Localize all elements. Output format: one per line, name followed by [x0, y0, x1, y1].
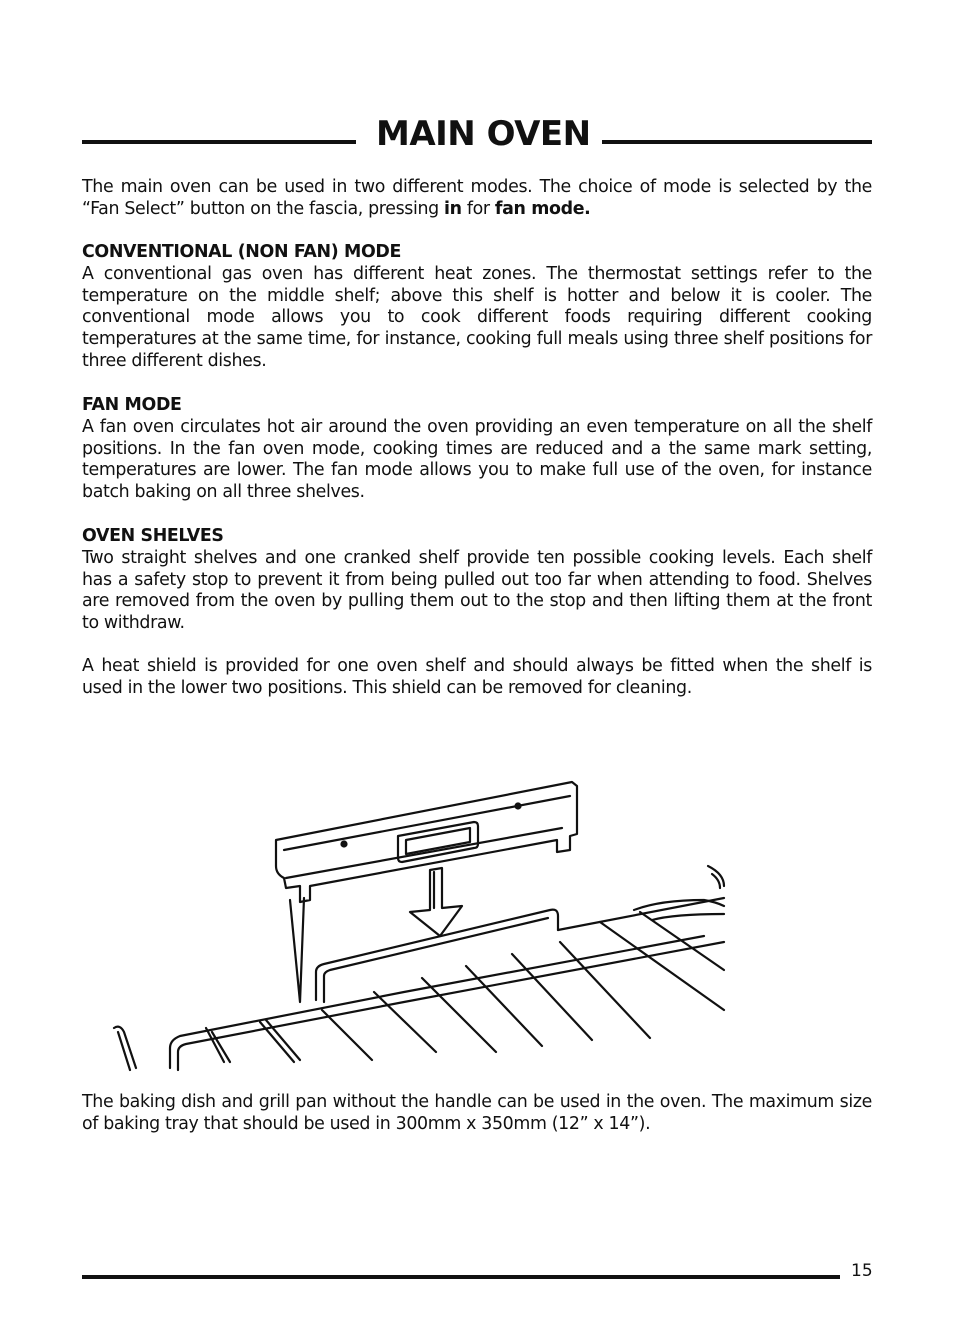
oven-shelves-heading: OVEN SHELVES [82, 526, 224, 546]
conventional-body: A conventional gas oven has different heat zones. The thermostat settings refer to the temperature on the middle shelf; above this shelf is hotter and below it is cooler. The conventional mode allows you to cook different foods requiring different cooking temperatures at the same time, for instance, cooking full meals using three shelf positions for three different dishes. [82, 263, 872, 371]
heat-shield-illustration [104, 770, 734, 1080]
oven-shelves-body: Two straight shelves and one cranked shelf provide ten possible cooking levels. Each shelf has a safety stop to prevent it from being pulled out too far when attending to food. Shelves are removed from the oven by pulling them out to the stop and then lifting them at the front to withdraw. [82, 547, 872, 634]
intro-bold-fan-mode: fan mode. [494, 198, 591, 219]
conventional-heading: CONVENTIONAL (NON FAN) MODE [82, 242, 402, 262]
page-number: 15 [851, 1261, 873, 1281]
oven-shelf-rack [114, 866, 724, 1070]
heat-shield-body: A heat shield is provided for one oven shelf and should always be fitted when the shelf is used in the lower two positions. This shield can be removed for cleaning. [82, 656, 872, 698]
page-title: MAIN OVEN [376, 114, 591, 154]
fan-mode-heading: FAN MODE [82, 395, 182, 415]
down-arrow-icon [410, 868, 462, 936]
fan-mode-body: A fan oven circulates hot air around the oven providing an even temperature on all the shelf positions. In the fan oven mode, cooking times are reduced and a the same mark setting, temperatures are lower. The fan mode allows you to make full use of the oven, for instance batch baking on all three shelves. [82, 416, 872, 503]
intro-text-for: for [461, 198, 495, 219]
conventional-section [82, 242, 872, 373]
title-rule-left [82, 140, 356, 144]
intro-paragraph [82, 177, 872, 221]
footer-rule [82, 1275, 840, 1279]
intro-bold-in: in [444, 198, 462, 219]
oven-shelves-section [82, 526, 872, 635]
heat-shield-section [82, 656, 872, 700]
baking-section [82, 1092, 872, 1136]
title-rule-right [602, 140, 872, 144]
intro-text: The main oven can be used in two different modes. The choice of mode is selected by the “Fan Select” button on the fascia, pressing [82, 177, 872, 219]
baking-body: The baking dish and grill pan without the handle can be used in the oven. The maximum size of baking tray that should be used in 300mm x 350mm (12” x 14”). [82, 1092, 872, 1134]
fan-mode-section [82, 395, 872, 504]
title-row [82, 112, 872, 160]
